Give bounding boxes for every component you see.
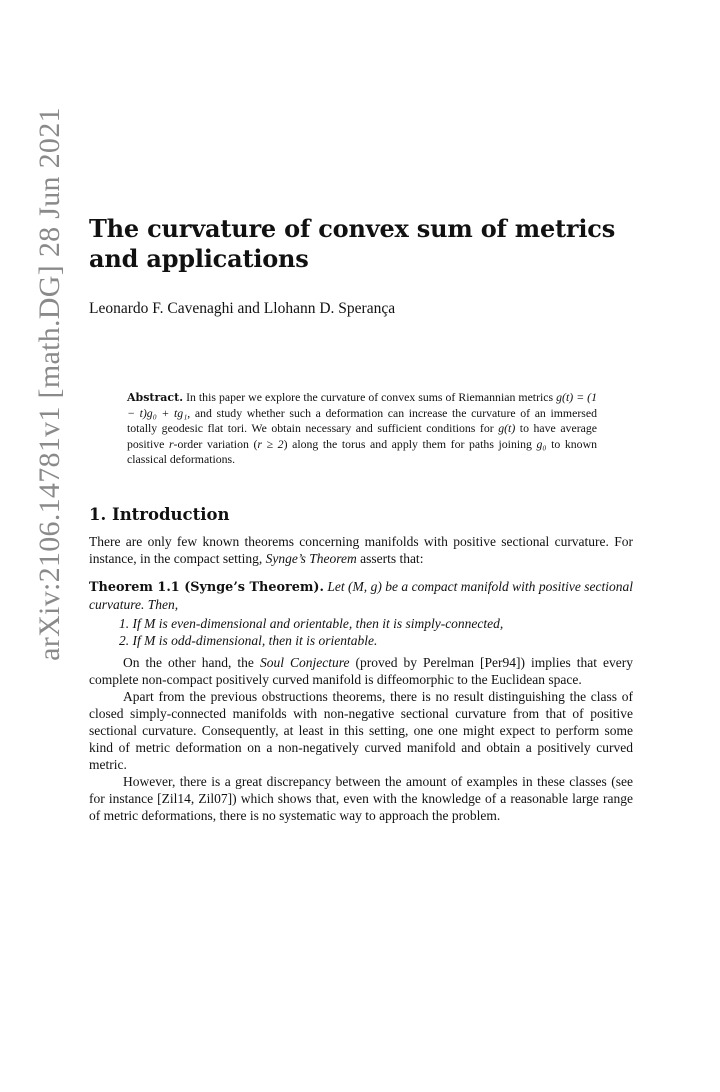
intro-p1-text-a: There are only few known theorems concerning manifolds with positive sectional curvature. For instance, in the compact setting, bbox=[89, 533, 633, 566]
theorem-item-list bbox=[89, 615, 633, 649]
paper-authors: Leonardo F. Cavenaghi and Llohann D. Sperança bbox=[89, 300, 396, 317]
theorem-block bbox=[89, 578, 633, 613]
abstract-text-3: to have average positive bbox=[127, 421, 597, 451]
intro-p1-emphasis: Synge’s Theorem bbox=[265, 550, 357, 566]
theorem-item-1: 1. If M is even-dimensional and orientable, then it is simply-connected, bbox=[119, 615, 504, 631]
intro-p2-text-b: (proved by Perelman [Per94]) implies that every complete non-compact positively curved manifold is diffeomorphic to the Euclidean space. bbox=[89, 654, 633, 687]
intro-p1-text-b: asserts that: bbox=[356, 550, 424, 566]
theorem-body: Let (M, g) be a compact manifold with positive sectional curvature. Then, bbox=[89, 578, 634, 612]
abstract-label: Abstract. bbox=[127, 391, 184, 404]
abstract-formula-2: g(t) bbox=[498, 421, 516, 436]
intro-paragraph-4: However, there is a great discrepancy between the amount of examples in these classes (see for instance [Zil14, Zil07]) which shows that, even with the knowledge of a reasonable large range of metric deformations, there is no systematic way to approach the problem. bbox=[89, 773, 633, 823]
abstract-text-6: to known classical deformations. bbox=[127, 436, 597, 467]
abstract-block bbox=[127, 390, 597, 468]
intro-p2-emphasis: Soul Conjecture bbox=[259, 654, 350, 670]
section-heading-introduction: 1. Introduction bbox=[89, 504, 230, 524]
intro-paragraph-3: Apart from the previous obstructions theorems, there is no result distinguishing the class of closed simply-connected manifolds with non-negative sectional curvature from that of positive sectional curvature. Consequently, at least in this setting, one one might expect to perform some kind of metric deformation on a non-negatively curved manifold and obtain a positively curved metric. bbox=[89, 688, 633, 772]
intro-paragraph-2 bbox=[89, 654, 633, 688]
arxiv-identifier: arXiv:2106.14781v1 [math.DG] 28 Jun 2021 bbox=[33, 107, 66, 661]
intro-paragraph-1 bbox=[89, 533, 633, 567]
abstract-formula-1: g(t) = (1 − t)g₀ + tg₁ bbox=[127, 390, 597, 420]
paper-page bbox=[89, 214, 633, 824]
theorem-item-2: 2. If M is odd-dimensional, then it is orientable. bbox=[119, 632, 378, 648]
abstract-text-1: In this paper we explore the curvature of convex sums of Riemannian metrics bbox=[186, 390, 557, 404]
intro-p2-text-a: On the other hand, the bbox=[123, 654, 260, 670]
abstract-formula-5: g₀ bbox=[536, 436, 547, 451]
abstract-formula-4: r ≥ 2 bbox=[257, 436, 284, 451]
arxiv-sidebar-stamp bbox=[30, 94, 70, 674]
abstract-text-2: , and study whether such a deformation can increase the curvature of an immersed totally geodesic flat tori. We obtain necessary and sufficient conditions for bbox=[127, 405, 597, 436]
theorem-heading: Theorem 1.1 (Synge’s Theorem). bbox=[89, 579, 324, 595]
abstract-text-5: ) along the torus and apply them for paths joining bbox=[283, 436, 537, 451]
abstract-text-4: -order variation ( bbox=[173, 436, 258, 451]
abstract-formula-3: r bbox=[168, 436, 174, 451]
paper-title: The curvature of convex sum of metrics and applications bbox=[89, 214, 616, 273]
